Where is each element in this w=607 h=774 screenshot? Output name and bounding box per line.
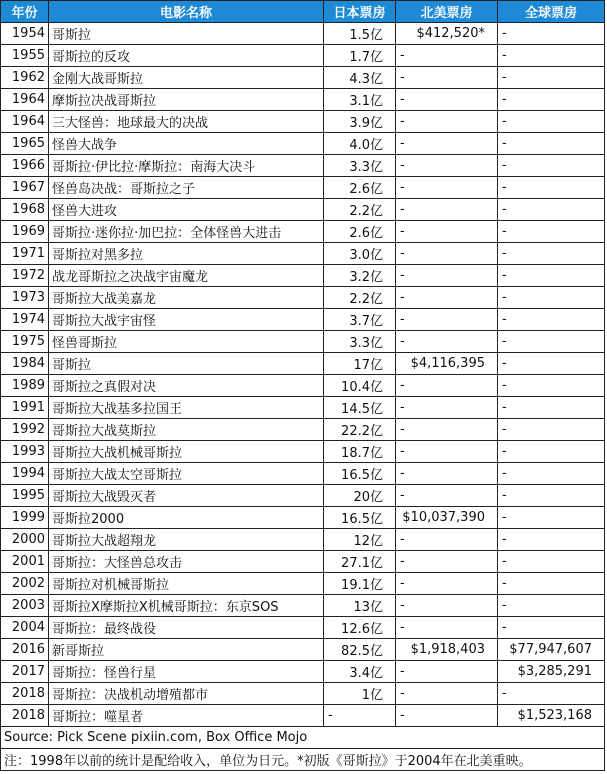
japan-box-office-cell: 82.5亿 <box>324 639 396 661</box>
title-cell: 怪兽岛决战：哥斯拉之子 <box>49 177 324 199</box>
year-cell: 1954 <box>1 23 49 45</box>
japan-box-office-cell: 1.7亿 <box>324 45 396 67</box>
japan-box-office-cell: 3.7亿 <box>324 309 396 331</box>
year-cell: 1991 <box>1 397 49 419</box>
table-row <box>1 133 605 155</box>
year-cell: 2001 <box>1 551 49 573</box>
north-america-box-office-cell: - <box>396 397 498 419</box>
north-america-box-office-cell: $1,918,403 <box>396 639 498 661</box>
table-row <box>1 551 605 573</box>
year-cell: 1975 <box>1 331 49 353</box>
title-cell: 哥斯拉大战宇宙怪 <box>49 309 324 331</box>
table-row <box>1 309 605 331</box>
title-cell: 哥斯拉 <box>49 353 324 375</box>
year-cell: 1969 <box>1 221 49 243</box>
north-america-box-office-cell: - <box>396 705 498 727</box>
north-america-box-office-cell: - <box>396 595 498 617</box>
title-cell: 摩斯拉决战哥斯拉 <box>49 89 324 111</box>
global-box-office-cell: - <box>498 573 605 595</box>
japan-box-office-cell: 2.2亿 <box>324 287 396 309</box>
year-cell: 1972 <box>1 265 49 287</box>
year-cell: 2018 <box>1 705 49 727</box>
footnote: 注：1998年以前的统计是配给收入，单位为日元。*初版《哥斯拉》于2004年在北美重映。 <box>1 749 605 771</box>
global-box-office-cell: - <box>498 221 605 243</box>
year-cell: 1968 <box>1 199 49 221</box>
year-cell: 1964 <box>1 89 49 111</box>
year-cell: 1993 <box>1 441 49 463</box>
header-north-america-box-office: 北美票房 <box>396 1 498 23</box>
year-cell: 2016 <box>1 639 49 661</box>
global-box-office-cell: - <box>498 419 605 441</box>
north-america-box-office-cell: - <box>396 529 498 551</box>
year-cell: 2018 <box>1 683 49 705</box>
japan-box-office-cell: 1亿 <box>324 683 396 705</box>
table-row <box>1 397 605 419</box>
table-row <box>1 89 605 111</box>
north-america-box-office-cell: $4,116,395 <box>396 353 498 375</box>
global-box-office-cell: - <box>498 89 605 111</box>
year-cell: 1984 <box>1 353 49 375</box>
year-cell: 1955 <box>1 45 49 67</box>
global-box-office-cell: - <box>498 463 605 485</box>
north-america-box-office-cell: - <box>396 265 498 287</box>
north-america-box-office-cell: - <box>396 661 498 683</box>
source-note: Source: Pick Scene pixiin.com, Box Office Mojo <box>1 727 605 749</box>
title-cell: 哥斯拉X摩斯拉X机械哥斯拉：东京SOS <box>49 595 324 617</box>
north-america-box-office-cell: - <box>396 309 498 331</box>
table-row <box>1 353 605 375</box>
table-row <box>1 661 605 683</box>
north-america-box-office-cell: - <box>396 199 498 221</box>
year-cell: 1995 <box>1 485 49 507</box>
table-row <box>1 617 605 639</box>
table-row <box>1 155 605 177</box>
global-box-office-cell: - <box>498 617 605 639</box>
title-cell: 新哥斯拉 <box>49 639 324 661</box>
north-america-box-office-cell: - <box>396 287 498 309</box>
year-cell: 1999 <box>1 507 49 529</box>
global-box-office-cell: - <box>498 309 605 331</box>
title-cell: 哥斯拉·伊比拉·摩斯拉：南海大决斗 <box>49 155 324 177</box>
japan-box-office-cell: 16.5亿 <box>324 463 396 485</box>
year-cell: 2004 <box>1 617 49 639</box>
table-row <box>1 529 605 551</box>
north-america-box-office-cell: - <box>396 111 498 133</box>
table-row <box>1 177 605 199</box>
title-cell: 哥斯拉大战超翔龙 <box>49 529 324 551</box>
japan-box-office-cell: 12.6亿 <box>324 617 396 639</box>
header-global-box-office: 全球票房 <box>498 1 605 23</box>
table-row <box>1 375 605 397</box>
japan-box-office-cell: 3.3亿 <box>324 331 396 353</box>
north-america-box-office-cell: - <box>396 133 498 155</box>
global-box-office-cell: $1,523,168 <box>498 705 605 727</box>
global-box-office-cell: - <box>498 155 605 177</box>
north-america-box-office-cell: $10,037,390 <box>396 507 498 529</box>
title-cell: 哥斯拉的反攻 <box>49 45 324 67</box>
table-row <box>1 287 605 309</box>
japan-box-office-cell: 10.4亿 <box>324 375 396 397</box>
japan-box-office-cell: 17亿 <box>324 353 396 375</box>
north-america-box-office-cell: - <box>396 441 498 463</box>
title-cell: 哥斯拉：最终战役 <box>49 617 324 639</box>
year-cell: 1973 <box>1 287 49 309</box>
japan-box-office-cell: 13亿 <box>324 595 396 617</box>
global-box-office-cell: - <box>498 133 605 155</box>
japan-box-office-cell: 20亿 <box>324 485 396 507</box>
global-box-office-cell: - <box>498 683 605 705</box>
title-cell: 哥斯拉：决战机动增殖都市 <box>49 683 324 705</box>
global-box-office-cell: - <box>498 177 605 199</box>
japan-box-office-cell: 3.1亿 <box>324 89 396 111</box>
global-box-office-cell: - <box>498 111 605 133</box>
title-cell: 哥斯拉大战毁灭者 <box>49 485 324 507</box>
table-row <box>1 221 605 243</box>
japan-box-office-cell: - <box>324 705 396 727</box>
title-cell: 金刚大战哥斯拉 <box>49 67 324 89</box>
title-cell: 哥斯拉：噬星者 <box>49 705 324 727</box>
table-row <box>1 199 605 221</box>
global-box-office-cell: - <box>498 595 605 617</box>
year-cell: 1971 <box>1 243 49 265</box>
title-cell: 哥斯拉大战莫斯拉 <box>49 419 324 441</box>
table-row <box>1 573 605 595</box>
global-box-office-cell: - <box>498 287 605 309</box>
north-america-box-office-cell: - <box>396 573 498 595</box>
table-row <box>1 243 605 265</box>
header-title: 电影名称 <box>49 1 324 23</box>
japan-box-office-cell: 14.5亿 <box>324 397 396 419</box>
north-america-box-office-cell: - <box>396 221 498 243</box>
title-cell: 哥斯拉：大怪兽总攻击 <box>49 551 324 573</box>
north-america-box-office-cell: - <box>396 155 498 177</box>
japan-box-office-cell: 3.2亿 <box>324 265 396 287</box>
title-cell: 哥斯拉对机械哥斯拉 <box>49 573 324 595</box>
table-row <box>1 639 605 661</box>
table-row <box>1 441 605 463</box>
north-america-box-office-cell: - <box>396 331 498 353</box>
table-row <box>1 111 605 133</box>
header-year: 年份 <box>1 1 49 23</box>
year-cell: 1967 <box>1 177 49 199</box>
title-cell: 哥斯拉 <box>49 23 324 45</box>
north-america-box-office-cell: - <box>396 683 498 705</box>
japan-box-office-cell: 2.6亿 <box>324 177 396 199</box>
year-cell: 1989 <box>1 375 49 397</box>
year-cell: 1966 <box>1 155 49 177</box>
global-box-office-cell: - <box>498 265 605 287</box>
global-box-office-cell: $77,947,607 <box>498 639 605 661</box>
global-box-office-cell: - <box>498 529 605 551</box>
year-cell: 1962 <box>1 67 49 89</box>
table-row <box>1 23 605 45</box>
global-box-office-cell: - <box>498 199 605 221</box>
table-row <box>1 683 605 705</box>
japan-box-office-cell: 18.7亿 <box>324 441 396 463</box>
global-box-office-cell: - <box>498 353 605 375</box>
north-america-box-office-cell: - <box>396 617 498 639</box>
global-box-office-cell: - <box>498 397 605 419</box>
north-america-box-office-cell: - <box>396 177 498 199</box>
japan-box-office-cell: 27.1亿 <box>324 551 396 573</box>
year-cell: 1992 <box>1 419 49 441</box>
title-cell: 哥斯拉大战机械哥斯拉 <box>49 441 324 463</box>
title-cell: 哥斯拉大战基多拉国王 <box>49 397 324 419</box>
table-row <box>1 67 605 89</box>
japan-box-office-cell: 4.3亿 <box>324 67 396 89</box>
year-cell: 2000 <box>1 529 49 551</box>
global-box-office-cell: - <box>498 243 605 265</box>
japan-box-office-cell: 3.0亿 <box>324 243 396 265</box>
table-row <box>1 463 605 485</box>
north-america-box-office-cell: $412,520* <box>396 23 498 45</box>
title-cell: 怪兽大战争 <box>49 133 324 155</box>
title-cell: 哥斯拉对黑多拉 <box>49 243 324 265</box>
japan-box-office-cell: 2.6亿 <box>324 221 396 243</box>
title-cell: 哥斯拉·迷你拉·加巴拉：全体怪兽大进击 <box>49 221 324 243</box>
table-row <box>1 595 605 617</box>
title-cell: 哥斯拉大战太空哥斯拉 <box>49 463 324 485</box>
title-cell: 三大怪兽：地球最大的决战 <box>49 111 324 133</box>
global-box-office-cell: - <box>498 551 605 573</box>
year-cell: 1964 <box>1 111 49 133</box>
title-cell: 哥斯拉2000 <box>49 507 324 529</box>
year-cell: 1965 <box>1 133 49 155</box>
title-cell: 哥斯拉：怪兽行星 <box>49 661 324 683</box>
global-box-office-cell: - <box>498 331 605 353</box>
global-box-office-cell: $3,285,291 <box>498 661 605 683</box>
north-america-box-office-cell: - <box>396 67 498 89</box>
table-row <box>1 705 605 727</box>
north-america-box-office-cell: - <box>396 243 498 265</box>
year-cell: 2002 <box>1 573 49 595</box>
japan-box-office-cell: 1.5亿 <box>324 23 396 45</box>
global-box-office-cell: - <box>498 67 605 89</box>
north-america-box-office-cell: - <box>396 45 498 67</box>
japan-box-office-cell: 22.2亿 <box>324 419 396 441</box>
global-box-office-cell: - <box>498 375 605 397</box>
year-cell: 2017 <box>1 661 49 683</box>
header-row <box>1 1 605 23</box>
table-row <box>1 265 605 287</box>
japan-box-office-cell: 16.5亿 <box>324 507 396 529</box>
year-cell: 1994 <box>1 463 49 485</box>
north-america-box-office-cell: - <box>396 463 498 485</box>
title-cell: 战龙哥斯拉之决战宇宙魔龙 <box>49 265 324 287</box>
year-cell: 2003 <box>1 595 49 617</box>
japan-box-office-cell: 3.3亿 <box>324 155 396 177</box>
north-america-box-office-cell: - <box>396 375 498 397</box>
table-row <box>1 507 605 529</box>
title-cell: 哥斯拉大战美嘉龙 <box>49 287 324 309</box>
japan-box-office-cell: 19.1亿 <box>324 573 396 595</box>
year-cell: 1974 <box>1 309 49 331</box>
table-row <box>1 331 605 353</box>
global-box-office-cell: - <box>498 507 605 529</box>
title-cell: 怪兽大进攻 <box>49 199 324 221</box>
global-box-office-cell: - <box>498 23 605 45</box>
japan-box-office-cell: 2.2亿 <box>324 199 396 221</box>
table-row <box>1 485 605 507</box>
japan-box-office-cell: 3.9亿 <box>324 111 396 133</box>
title-cell: 哥斯拉之真假对决 <box>49 375 324 397</box>
global-box-office-cell: - <box>498 441 605 463</box>
global-box-office-cell: - <box>498 45 605 67</box>
title-cell: 怪兽哥斯拉 <box>49 331 324 353</box>
north-america-box-office-cell: - <box>396 485 498 507</box>
north-america-box-office-cell: - <box>396 419 498 441</box>
table-row <box>1 45 605 67</box>
global-box-office-cell: - <box>498 485 605 507</box>
japan-box-office-cell: 3.4亿 <box>324 661 396 683</box>
header-japan-box-office: 日本票房 <box>324 1 396 23</box>
table-row <box>1 419 605 441</box>
north-america-box-office-cell: - <box>396 551 498 573</box>
japan-box-office-cell: 4.0亿 <box>324 133 396 155</box>
japan-box-office-cell: 12亿 <box>324 529 396 551</box>
north-america-box-office-cell: - <box>396 89 498 111</box>
